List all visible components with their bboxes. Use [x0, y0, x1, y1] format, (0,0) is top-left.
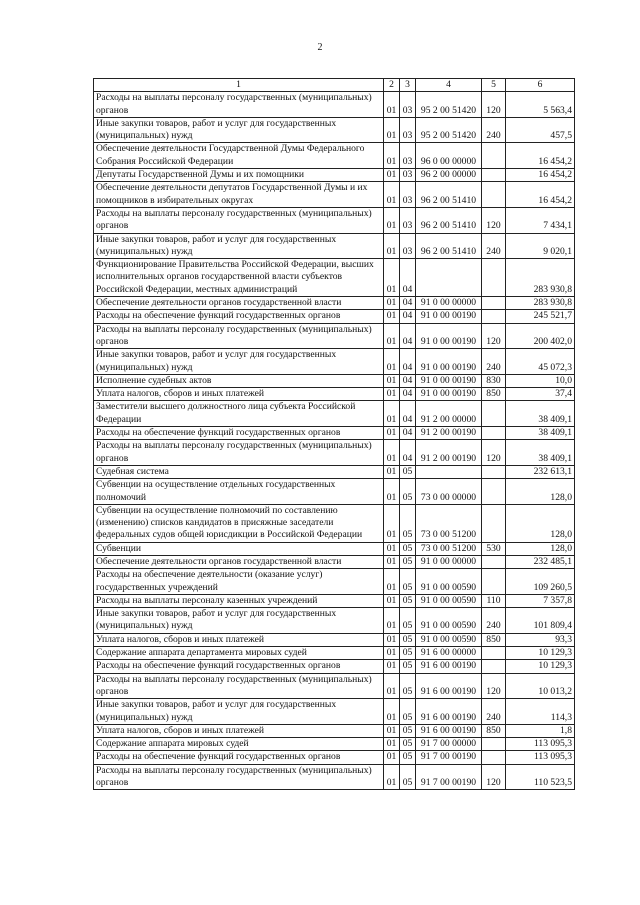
- cell-name: Иные закупки товаров, работ и услуг для государственных (муниципальных) нужд: [94, 608, 384, 634]
- cell-target-article: 73 0 00 51200: [416, 504, 482, 542]
- cell-section: 01: [384, 297, 400, 310]
- cell-name: Содержание аппарата департамента мировых судей: [94, 647, 384, 660]
- table-row: [94, 542, 575, 555]
- cell-amount: 200 402,0: [506, 323, 575, 349]
- cell-amount: 457,5: [506, 117, 575, 143]
- cell-amount: 114,3: [506, 699, 575, 725]
- cell-subsection: 05: [400, 633, 416, 646]
- header-col-target-article: 4: [416, 79, 482, 92]
- cell-name: Расходы на обеспечение функций государственных органов: [94, 427, 384, 440]
- cell-target-article: 91 6 00 00190: [416, 724, 482, 737]
- cell-expense-type: [482, 465, 506, 478]
- cell-subsection: 04: [400, 349, 416, 375]
- cell-subsection: 03: [400, 182, 416, 208]
- cell-section: 01: [384, 92, 400, 118]
- cell-expense-type: 120: [482, 764, 506, 790]
- table-row: [94, 401, 575, 427]
- cell-section: 01: [384, 633, 400, 646]
- cell-section: 01: [384, 594, 400, 607]
- table-row: [94, 233, 575, 259]
- cell-amount: 110 523,5: [506, 764, 575, 790]
- cell-subsection: 05: [400, 699, 416, 725]
- cell-subsection: 05: [400, 738, 416, 751]
- cell-target-article: 91 0 00 00000: [416, 555, 482, 568]
- cell-target-article: 91 7 00 00190: [416, 751, 482, 764]
- cell-name: Судебная система: [94, 465, 384, 478]
- cell-target-article: 96 2 00 51410: [416, 233, 482, 259]
- table-row: [94, 465, 575, 478]
- cell-amount: 45 072,3: [506, 349, 575, 375]
- cell-target-article: 91 2 00 00190: [416, 427, 482, 440]
- cell-amount: 1,8: [506, 724, 575, 737]
- cell-amount: 7 357,8: [506, 594, 575, 607]
- cell-target-article: 91 0 00 00190: [416, 323, 482, 349]
- header-col-name: 1: [94, 79, 384, 92]
- cell-section: 01: [384, 310, 400, 323]
- table-row: [94, 182, 575, 208]
- cell-subsection: 05: [400, 465, 416, 478]
- cell-amount: 7 434,1: [506, 207, 575, 233]
- cell-name: Уплата налогов, сборов и иных платежей: [94, 724, 384, 737]
- cell-subsection: 05: [400, 673, 416, 699]
- cell-expense-type: 120: [482, 440, 506, 466]
- cell-amount: 10 013,2: [506, 673, 575, 699]
- cell-amount: 16 454,2: [506, 143, 575, 169]
- cell-section: 01: [384, 699, 400, 725]
- cell-subsection: 05: [400, 479, 416, 505]
- table-row: [94, 751, 575, 764]
- cell-section: 01: [384, 660, 400, 673]
- cell-amount: 38 409,1: [506, 427, 575, 440]
- table-row: [94, 479, 575, 505]
- cell-target-article: 95 2 00 51420: [416, 117, 482, 143]
- cell-expense-type: 240: [482, 608, 506, 634]
- cell-section: 01: [384, 233, 400, 259]
- cell-section: 01: [384, 440, 400, 466]
- cell-name: Уплата налогов, сборов и иных платежей: [94, 633, 384, 646]
- cell-name: Обеспечение деятельности органов государственной власти: [94, 555, 384, 568]
- cell-expense-type: [482, 427, 506, 440]
- cell-expense-type: 850: [482, 388, 506, 401]
- cell-subsection: 05: [400, 542, 416, 555]
- cell-amount: 283 930,8: [506, 259, 575, 297]
- cell-subsection: 04: [400, 259, 416, 297]
- cell-section: 01: [384, 388, 400, 401]
- cell-target-article: 91 0 00 00190: [416, 310, 482, 323]
- cell-subsection: 04: [400, 323, 416, 349]
- cell-expense-type: 240: [482, 117, 506, 143]
- table-row: [94, 374, 575, 387]
- table-row: [94, 764, 575, 790]
- cell-section: 01: [384, 182, 400, 208]
- cell-target-article: 91 0 00 00190: [416, 388, 482, 401]
- cell-amount: 16 454,2: [506, 182, 575, 208]
- cell-section: 01: [384, 169, 400, 182]
- cell-name: Расходы на выплаты персоналу казенных учреждений: [94, 594, 384, 607]
- cell-target-article: 91 0 00 00590: [416, 569, 482, 595]
- table-row: [94, 117, 575, 143]
- cell-expense-type: [482, 504, 506, 542]
- cell-expense-type: [482, 751, 506, 764]
- cell-name: Депутаты Государственной Думы и их помощники: [94, 169, 384, 182]
- cell-subsection: 04: [400, 388, 416, 401]
- page-number: 2: [317, 42, 323, 53]
- cell-name: Обеспечение деятельности органов государственной власти: [94, 297, 384, 310]
- cell-section: 01: [384, 504, 400, 542]
- cell-amount: 109 260,5: [506, 569, 575, 595]
- table-row: [94, 647, 575, 660]
- cell-subsection: 03: [400, 233, 416, 259]
- cell-expense-type: 120: [482, 92, 506, 118]
- table-row: [94, 673, 575, 699]
- cell-name: Расходы на выплаты персоналу государственных (муниципальных) органов: [94, 323, 384, 349]
- cell-subsection: 05: [400, 660, 416, 673]
- cell-name: Иные закупки товаров, работ и услуг для государственных (муниципальных) нужд: [94, 699, 384, 725]
- cell-name: Содержание аппарата мировых судей: [94, 738, 384, 751]
- cell-name: Иные закупки товаров, работ и услуг для государственных (муниципальных) нужд: [94, 349, 384, 375]
- cell-amount: 245 521,7: [506, 310, 575, 323]
- cell-amount: 232 613,1: [506, 465, 575, 478]
- cell-target-article: 91 7 00 00000: [416, 738, 482, 751]
- cell-subsection: 05: [400, 608, 416, 634]
- cell-subsection: 04: [400, 440, 416, 466]
- cell-name: Заместители высшего должностного лица субъекта Российской Федерации: [94, 401, 384, 427]
- table-row: [94, 310, 575, 323]
- cell-amount: 5 563,4: [506, 92, 575, 118]
- cell-expense-type: 110: [482, 594, 506, 607]
- cell-target-article: [416, 465, 482, 478]
- table-row: [94, 169, 575, 182]
- cell-section: 01: [384, 569, 400, 595]
- cell-amount: 16 454,2: [506, 169, 575, 182]
- cell-target-article: 91 0 00 00590: [416, 594, 482, 607]
- table-row: [94, 207, 575, 233]
- cell-expense-type: 240: [482, 233, 506, 259]
- cell-section: 01: [384, 673, 400, 699]
- cell-name: Обеспечение деятельности Государственной Думы Федерального Собрания Российской Федерации: [94, 143, 384, 169]
- cell-subsection: 03: [400, 92, 416, 118]
- cell-name: Иные закупки товаров, работ и услуг для государственных (муниципальных) нужд: [94, 233, 384, 259]
- cell-expense-type: [482, 143, 506, 169]
- cell-name: Расходы на выплаты персоналу государственных (муниципальных) органов: [94, 764, 384, 790]
- table-row: [94, 738, 575, 751]
- cell-expense-type: [482, 401, 506, 427]
- cell-target-article: 96 0 00 00000: [416, 143, 482, 169]
- cell-name: Субвенции на осуществление отдельных государственных полномочий: [94, 479, 384, 505]
- table-row: [94, 504, 575, 542]
- cell-expense-type: [482, 569, 506, 595]
- cell-expense-type: 850: [482, 633, 506, 646]
- header-col-section: 2: [384, 79, 400, 92]
- cell-subsection: 03: [400, 143, 416, 169]
- cell-section: 01: [384, 608, 400, 634]
- cell-name: Расходы на выплаты персоналу государственных (муниципальных) органов: [94, 440, 384, 466]
- cell-target-article: 91 6 00 00190: [416, 699, 482, 725]
- cell-amount: 10 129,3: [506, 660, 575, 673]
- cell-expense-type: 120: [482, 323, 506, 349]
- header-col-amount: 6: [506, 79, 575, 92]
- cell-expense-type: [482, 259, 506, 297]
- table-body: [94, 92, 575, 790]
- table-row: [94, 349, 575, 375]
- cell-section: 01: [384, 323, 400, 349]
- cell-target-article: 91 6 00 00190: [416, 660, 482, 673]
- cell-section: 01: [384, 479, 400, 505]
- cell-subsection: 04: [400, 297, 416, 310]
- cell-expense-type: [482, 182, 506, 208]
- cell-expense-type: 850: [482, 724, 506, 737]
- cell-section: 01: [384, 349, 400, 375]
- table-row: [94, 143, 575, 169]
- cell-name: Расходы на выплаты персоналу государственных (муниципальных) органов: [94, 92, 384, 118]
- table-row: [94, 323, 575, 349]
- cell-section: 01: [384, 724, 400, 737]
- cell-subsection: 05: [400, 647, 416, 660]
- cell-subsection: 03: [400, 169, 416, 182]
- cell-expense-type: 530: [482, 542, 506, 555]
- cell-name: Субвенции: [94, 542, 384, 555]
- cell-expense-type: 240: [482, 349, 506, 375]
- cell-expense-type: 120: [482, 207, 506, 233]
- cell-amount: 113 095,3: [506, 751, 575, 764]
- cell-amount: 10 129,3: [506, 647, 575, 660]
- cell-target-article: [416, 259, 482, 297]
- header-col-expense-type: 5: [482, 79, 506, 92]
- cell-section: 01: [384, 647, 400, 660]
- cell-name: Уплата налогов, сборов и иных платежей: [94, 388, 384, 401]
- cell-target-article: 91 0 00 00590: [416, 633, 482, 646]
- cell-subsection: 04: [400, 374, 416, 387]
- cell-target-article: 96 2 00 00000: [416, 169, 482, 182]
- cell-amount: 38 409,1: [506, 440, 575, 466]
- cell-amount: 37,4: [506, 388, 575, 401]
- cell-target-article: 91 0 00 00190: [416, 374, 482, 387]
- cell-amount: 9 020,1: [506, 233, 575, 259]
- budget-table: [93, 78, 575, 790]
- cell-section: 01: [384, 555, 400, 568]
- table-row: [94, 440, 575, 466]
- cell-target-article: 91 6 00 00190: [416, 673, 482, 699]
- cell-section: 01: [384, 751, 400, 764]
- cell-section: 01: [384, 207, 400, 233]
- table-row: [94, 633, 575, 646]
- cell-subsection: 05: [400, 724, 416, 737]
- cell-subsection: 05: [400, 555, 416, 568]
- cell-target-article: 95 2 00 51420: [416, 92, 482, 118]
- cell-target-article: 96 2 00 51410: [416, 207, 482, 233]
- cell-name: Обеспечение деятельности депутатов Государственной Думы и их помощников в избирательных округах: [94, 182, 384, 208]
- cell-subsection: 05: [400, 764, 416, 790]
- cell-name: Расходы на обеспечение функций государственных органов: [94, 751, 384, 764]
- cell-name: Расходы на обеспечение функций государственных органов: [94, 660, 384, 673]
- cell-section: 01: [384, 401, 400, 427]
- cell-section: 01: [384, 542, 400, 555]
- cell-target-article: 73 0 00 00000: [416, 479, 482, 505]
- cell-section: 01: [384, 738, 400, 751]
- cell-expense-type: 120: [482, 673, 506, 699]
- cell-expense-type: [482, 738, 506, 751]
- cell-expense-type: 830: [482, 374, 506, 387]
- table-row: [94, 259, 575, 297]
- cell-name: Расходы на выплаты персоналу государственных (муниципальных) органов: [94, 207, 384, 233]
- table-row: [94, 660, 575, 673]
- table-row: [94, 427, 575, 440]
- header-col-subsection: 3: [400, 79, 416, 92]
- cell-name: Субвенции на осуществление полномочий по составлению (изменению) списков кандидатов в присяжные заседатели федеральных судов общей юрисдикции в Российской Федерации: [94, 504, 384, 542]
- cell-expense-type: [482, 310, 506, 323]
- cell-target-article: 91 0 00 00190: [416, 349, 482, 375]
- table-row: [94, 388, 575, 401]
- table-row: [94, 555, 575, 568]
- cell-target-article: 91 2 00 00000: [416, 401, 482, 427]
- cell-subsection: 05: [400, 594, 416, 607]
- cell-section: 01: [384, 465, 400, 478]
- table-row: [94, 297, 575, 310]
- table-row: [94, 699, 575, 725]
- cell-section: 01: [384, 427, 400, 440]
- cell-name: Расходы на обеспечение функций государственных органов: [94, 310, 384, 323]
- cell-name: Расходы на выплаты персоналу государственных (муниципальных) органов: [94, 673, 384, 699]
- cell-target-article: 91 0 00 00000: [416, 297, 482, 310]
- cell-target-article: 91 7 00 00190: [416, 764, 482, 790]
- cell-target-article: 91 6 00 00000: [416, 647, 482, 660]
- cell-expense-type: [482, 169, 506, 182]
- cell-subsection: 05: [400, 504, 416, 542]
- cell-target-article: 91 2 00 00190: [416, 440, 482, 466]
- cell-subsection: 05: [400, 751, 416, 764]
- cell-subsection: 03: [400, 207, 416, 233]
- cell-subsection: 03: [400, 117, 416, 143]
- cell-section: 01: [384, 764, 400, 790]
- table-row: [94, 608, 575, 634]
- cell-expense-type: [482, 479, 506, 505]
- table-row: [94, 594, 575, 607]
- cell-name: Исполнение судебных актов: [94, 374, 384, 387]
- cell-amount: 10,0: [506, 374, 575, 387]
- cell-section: 01: [384, 143, 400, 169]
- cell-subsection: 05: [400, 569, 416, 595]
- cell-expense-type: [482, 647, 506, 660]
- cell-name: Расходы на обеспечение деятельности (оказание услуг) государственных учреждений: [94, 569, 384, 595]
- cell-target-article: 73 0 00 51200: [416, 542, 482, 555]
- cell-amount: 101 809,4: [506, 608, 575, 634]
- cell-name: Иные закупки товаров, работ и услуг для государственных (муниципальных) нужд: [94, 117, 384, 143]
- table-header-row: [94, 79, 575, 92]
- cell-amount: 113 095,3: [506, 738, 575, 751]
- table-row: [94, 92, 575, 118]
- cell-amount: 93,3: [506, 633, 575, 646]
- cell-expense-type: [482, 660, 506, 673]
- cell-name: Функционирование Правительства Российской Федерации, высших исполнительных органов государственной власти субъектов Российской Федерации, местных администраций: [94, 259, 384, 297]
- cell-amount: 283 930,8: [506, 297, 575, 310]
- cell-subsection: 04: [400, 427, 416, 440]
- cell-amount: 38 409,1: [506, 401, 575, 427]
- cell-subsection: 04: [400, 401, 416, 427]
- cell-target-article: 96 2 00 51410: [416, 182, 482, 208]
- cell-target-article: 91 0 00 00590: [416, 608, 482, 634]
- table-row: [94, 724, 575, 737]
- cell-amount: 128,0: [506, 542, 575, 555]
- cell-expense-type: [482, 555, 506, 568]
- cell-amount: 128,0: [506, 479, 575, 505]
- cell-section: 01: [384, 374, 400, 387]
- table-row: [94, 569, 575, 595]
- cell-subsection: 04: [400, 310, 416, 323]
- cell-section: 01: [384, 259, 400, 297]
- cell-expense-type: 240: [482, 699, 506, 725]
- cell-section: 01: [384, 117, 400, 143]
- cell-amount: 128,0: [506, 504, 575, 542]
- cell-amount: 232 485,1: [506, 555, 575, 568]
- cell-expense-type: [482, 297, 506, 310]
